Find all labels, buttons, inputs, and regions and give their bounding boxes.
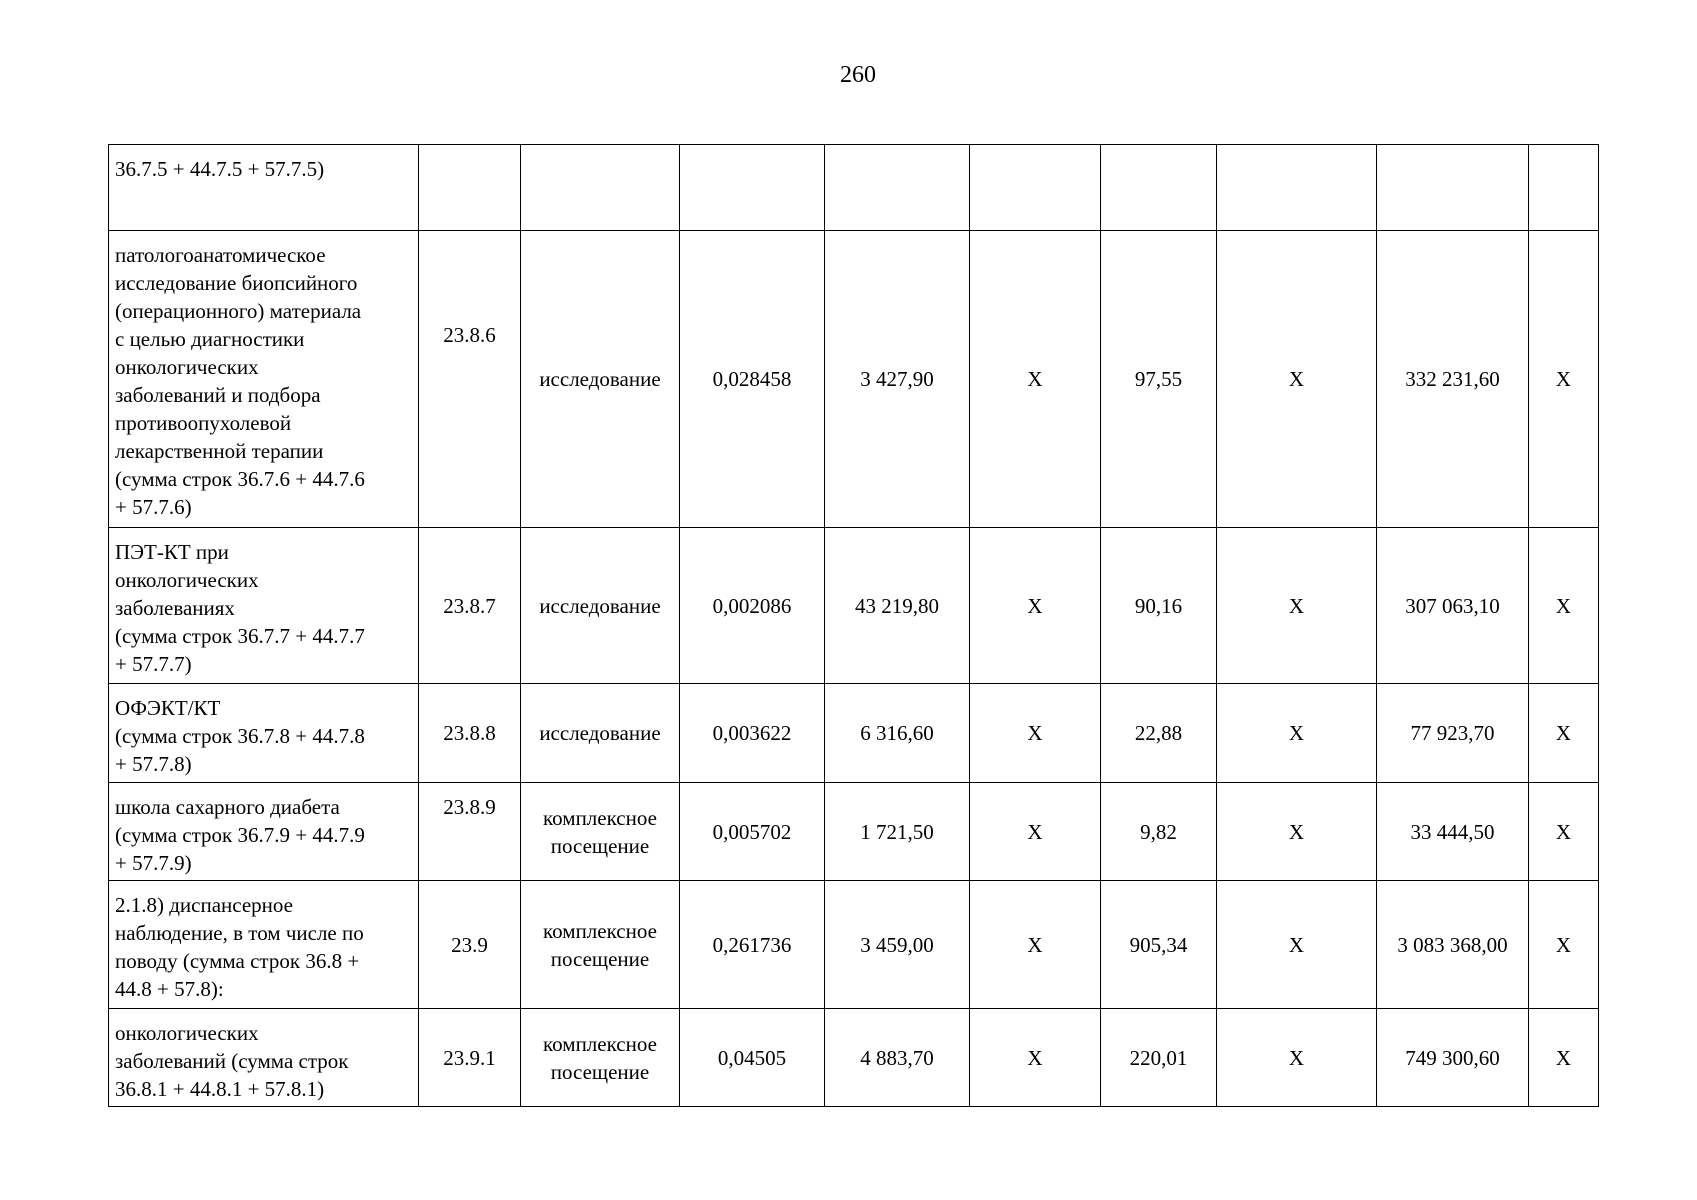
row-value-5 <box>1217 145 1377 231</box>
row-value-7: X <box>1529 684 1599 783</box>
row-code: 23.8.6 <box>419 231 521 528</box>
row-value-7: X <box>1529 1009 1599 1107</box>
row-value-1: 0,261736 <box>680 881 825 1009</box>
row-name: ПЭТ-КТ при онкологических заболеваниях (сумма строк 36.7.7 + 44.7.7 + 57.7.7) <box>109 528 419 684</box>
row-value-3 <box>970 145 1101 231</box>
row-value-6: 3 083 368,00 <box>1377 881 1529 1009</box>
row-value-6: 307 063,10 <box>1377 528 1529 684</box>
row-value-1: 0,003622 <box>680 684 825 783</box>
row-value-3: X <box>970 1009 1101 1107</box>
row-value-4: 905,34 <box>1101 881 1217 1009</box>
row-value-1: 0,002086 <box>680 528 825 684</box>
row-value-7: X <box>1529 528 1599 684</box>
row-value-4 <box>1101 145 1217 231</box>
row-value-3: X <box>970 528 1101 684</box>
row-name: ОФЭКТ/КТ (сумма строк 36.7.8 + 44.7.8 + 57.7.8) <box>109 684 419 783</box>
row-value-2 <box>825 145 970 231</box>
row-name: школа сахарного диабета (сумма строк 36.7.9 + 44.7.9 + 57.7.9) <box>109 783 419 881</box>
table-row <box>109 528 1599 684</box>
row-unit: исследование <box>521 684 680 783</box>
row-value-1 <box>680 145 825 231</box>
row-code: 23.9 <box>419 881 521 1009</box>
table-row <box>109 231 1599 528</box>
table-row <box>109 783 1599 881</box>
row-unit: комплексное посещение <box>521 881 680 1009</box>
row-value-2: 4 883,70 <box>825 1009 970 1107</box>
row-unit: комплексное посещение <box>521 1009 680 1107</box>
row-unit <box>521 145 680 231</box>
row-value-4: 9,82 <box>1101 783 1217 881</box>
row-unit: комплексное посещение <box>521 783 680 881</box>
row-value-1: 0,005702 <box>680 783 825 881</box>
page-number: 260 <box>840 62 876 88</box>
table-row <box>109 145 1599 231</box>
row-value-5: X <box>1217 1009 1377 1107</box>
row-value-4: 22,88 <box>1101 684 1217 783</box>
row-value-2: 43 219,80 <box>825 528 970 684</box>
row-value-3: X <box>970 783 1101 881</box>
row-value-3: X <box>970 231 1101 528</box>
row-name: 36.7.5 + 44.7.5 + 57.7.5) <box>109 145 419 231</box>
row-value-6: 332 231,60 <box>1377 231 1529 528</box>
row-unit: исследование <box>521 528 680 684</box>
row-value-3: X <box>970 684 1101 783</box>
row-value-2: 3 459,00 <box>825 881 970 1009</box>
data-table <box>108 144 1599 1107</box>
row-value-7: X <box>1529 881 1599 1009</box>
row-name: патологоанатомическое исследование биопсийного (операционного) материала с целью диагностики онкологических заболеваний и подбора противоопухолевой лекарственной терапии (сумма строк 36.7.6 + 44.7.6 + 57.7.6) <box>109 231 419 528</box>
row-value-4: 220,01 <box>1101 1009 1217 1107</box>
row-value-2: 3 427,90 <box>825 231 970 528</box>
row-value-4: 90,16 <box>1101 528 1217 684</box>
row-value-2: 1 721,50 <box>825 783 970 881</box>
row-code <box>419 145 521 231</box>
table-row <box>109 1009 1599 1107</box>
row-value-5: X <box>1217 881 1377 1009</box>
table-row <box>109 881 1599 1009</box>
row-value-6: 77 923,70 <box>1377 684 1529 783</box>
row-unit: исследование <box>521 231 680 528</box>
row-value-7: X <box>1529 783 1599 881</box>
row-value-5: X <box>1217 231 1377 528</box>
row-value-2: 6 316,60 <box>825 684 970 783</box>
row-value-6: 749 300,60 <box>1377 1009 1529 1107</box>
row-value-7: X <box>1529 231 1599 528</box>
row-name: онкологических заболеваний (сумма строк 36.8.1 + 44.8.1 + 57.8.1) <box>109 1009 419 1107</box>
row-value-4: 97,55 <box>1101 231 1217 528</box>
row-value-1: 0,04505 <box>680 1009 825 1107</box>
row-value-3: X <box>970 881 1101 1009</box>
row-value-6 <box>1377 145 1529 231</box>
row-code: 23.8.7 <box>419 528 521 684</box>
row-value-5: X <box>1217 528 1377 684</box>
row-value-1: 0,028458 <box>680 231 825 528</box>
row-name: 2.1.8) диспансерное наблюдение, в том числе по поводу (сумма строк 36.8 + 44.8 + 57.8): <box>109 881 419 1009</box>
row-code: 23.8.8 <box>419 684 521 783</box>
row-value-5: X <box>1217 783 1377 881</box>
row-code: 23.8.9 <box>419 783 521 881</box>
row-value-6: 33 444,50 <box>1377 783 1529 881</box>
row-value-5: X <box>1217 684 1377 783</box>
row-value-7 <box>1529 145 1599 231</box>
row-code: 23.9.1 <box>419 1009 521 1107</box>
table-row <box>109 684 1599 783</box>
